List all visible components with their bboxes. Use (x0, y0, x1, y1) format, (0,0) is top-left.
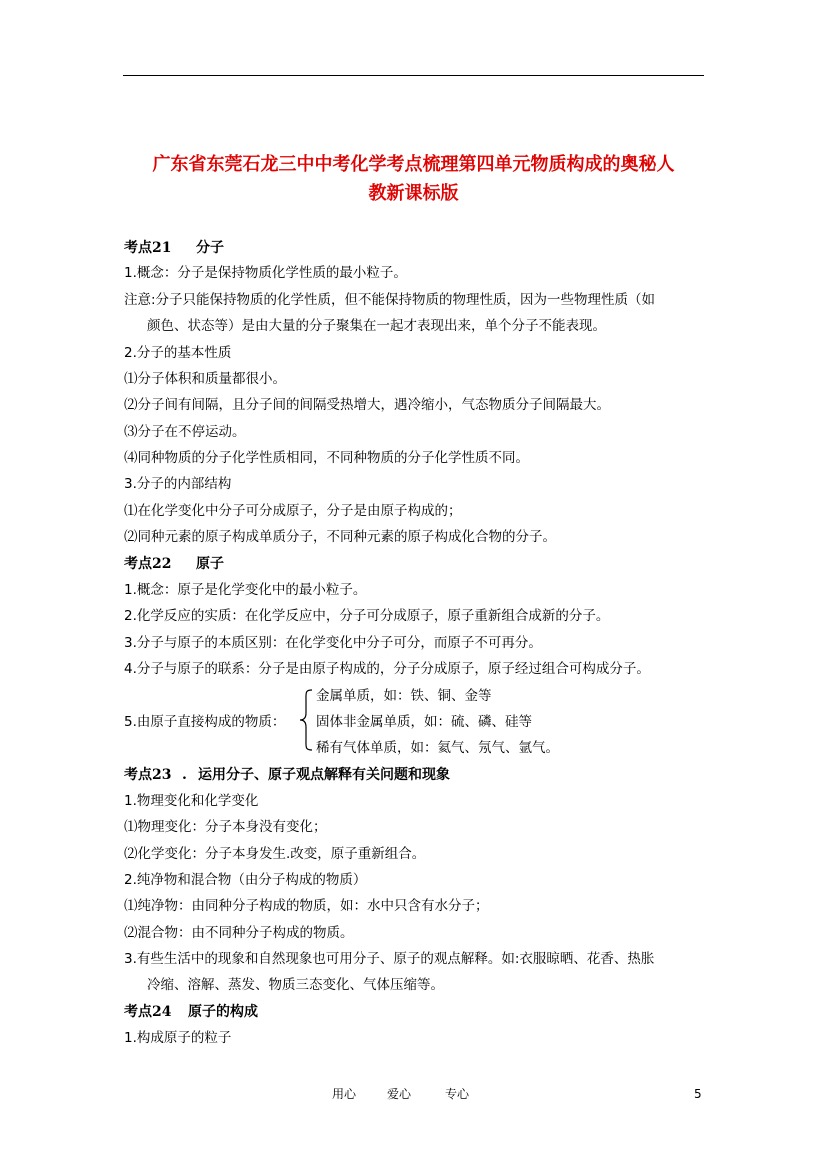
footer-motto-1: 用心 (332, 1087, 357, 1101)
footer-motto-3: 专心 (445, 1087, 470, 1101)
document-title (115, 150, 712, 208)
text-line: 3.分子的内部结构 (124, 476, 232, 492)
text-line: 1.构成原子的粒子 (124, 1030, 232, 1046)
text-line: 3.分子与原子的本质区别：在化学变化中分子可分，而原子不可再分。 (124, 635, 542, 651)
text-line: ⑷同种物质的分子化学性质相同，不同种物质的分子化学性质不同。 (124, 450, 529, 466)
section-number: 考点22 (124, 556, 172, 572)
direct-atoms-item: 稀有气体单质，如：氦气、氖气、氩气。 (316, 740, 559, 756)
text-line: 1.概念：原子是化学变化中的最小粒子。 (124, 582, 367, 598)
header-rule (123, 75, 704, 76)
text-line: ⑴物理变化：分子本身没有变化； (124, 819, 327, 835)
section-heading-21 (124, 238, 224, 258)
section-number: 考点24 (124, 1004, 172, 1020)
text-line: 4.分子与原子的联系：分子是由原子构成的，分子分成原子，原子经过组合可构成分子。 (124, 661, 650, 677)
section-name: 运用分子、原子观点解释有关问题和现象 (198, 767, 450, 783)
text-line: 2.纯净物和混合物（由分子构成的物质） (124, 872, 367, 888)
text-line: ⑵分子间有间隔，且分子间的间隔受热增大，遇冷缩小，气态物质分子间隔最大。 (124, 397, 610, 413)
direct-atoms-item: 金属单质，如：铁、铜、金等 (316, 688, 492, 704)
section-name: 原子的构成 (188, 1004, 258, 1020)
footer-motto-2: 爱心 (387, 1087, 412, 1101)
section-mark: . (182, 767, 187, 783)
text-line: 2.化学反应的实质：在化学反应中，分子可分成原子，原子重新组合成新的分子。 (124, 608, 610, 624)
section-number: 考点21 (124, 240, 172, 256)
text-line: 注意:分子只能保持物质的化学性质，但不能保持物质的物理性质，因为一些物理性质（如 (124, 292, 656, 308)
text-line: 3.有些生活中的现象和自然现象也可用分子、原子的观点解释。如:衣服晾晒、花香、热胀 (124, 951, 655, 967)
text-line: 2.分子的基本性质 (124, 345, 232, 361)
title-line-1: 广东省东莞石龙三中中考化学考点梳理第四单元物质构成的奥秘人 (152, 154, 675, 175)
page-number: 5 (694, 1087, 702, 1101)
text-line: ⑴纯净物：由同种分子构成的物质，如：水中只含有水分子； (124, 898, 489, 914)
text-line: ⑴在化学变化中分子可分成原子，分子是由原子构成的； (124, 503, 462, 519)
section-number: 考点23 (124, 767, 172, 783)
direct-atoms-label: 5.由原子直接构成的物质： (124, 714, 286, 730)
section-heading-22 (124, 554, 224, 574)
text-line: 1.概念：分子是保持物质化学性质的最小粒子。 (124, 265, 407, 281)
text-line: ⑵同种元素的原子构成单质分子，不同种元素的原子构成化合物的分子。 (124, 529, 556, 545)
text-line: ⑵混合物：由不同种分子构成的物质。 (124, 925, 354, 941)
text-line: 冷缩、溶解、蒸发、物质三态变化、气体压缩等。 (147, 977, 444, 993)
text-line: 颜色、状态等）是由大量的分子聚集在一起才表现出来，单个分子不能表现。 (147, 318, 606, 334)
section-heading-23 (124, 765, 450, 785)
title-line-2: 教新课标版 (368, 183, 459, 204)
text-line: ⑶分子在不停运动。 (124, 424, 246, 440)
section-name: 分子 (196, 240, 224, 256)
curly-brace (299, 689, 313, 751)
text-line: ⑵化学变化：分子本身发生.改变，原子重新组合。 (124, 846, 426, 862)
text-line: 1.物理变化和化学变化 (124, 793, 259, 809)
section-heading-24 (124, 1002, 258, 1022)
section-name: 原子 (196, 556, 224, 572)
text-line: ⑴分子体积和质量都很小。 (124, 371, 286, 387)
direct-atoms-item: 固体非金属单质，如：硫、磷、硅等 (316, 714, 532, 730)
